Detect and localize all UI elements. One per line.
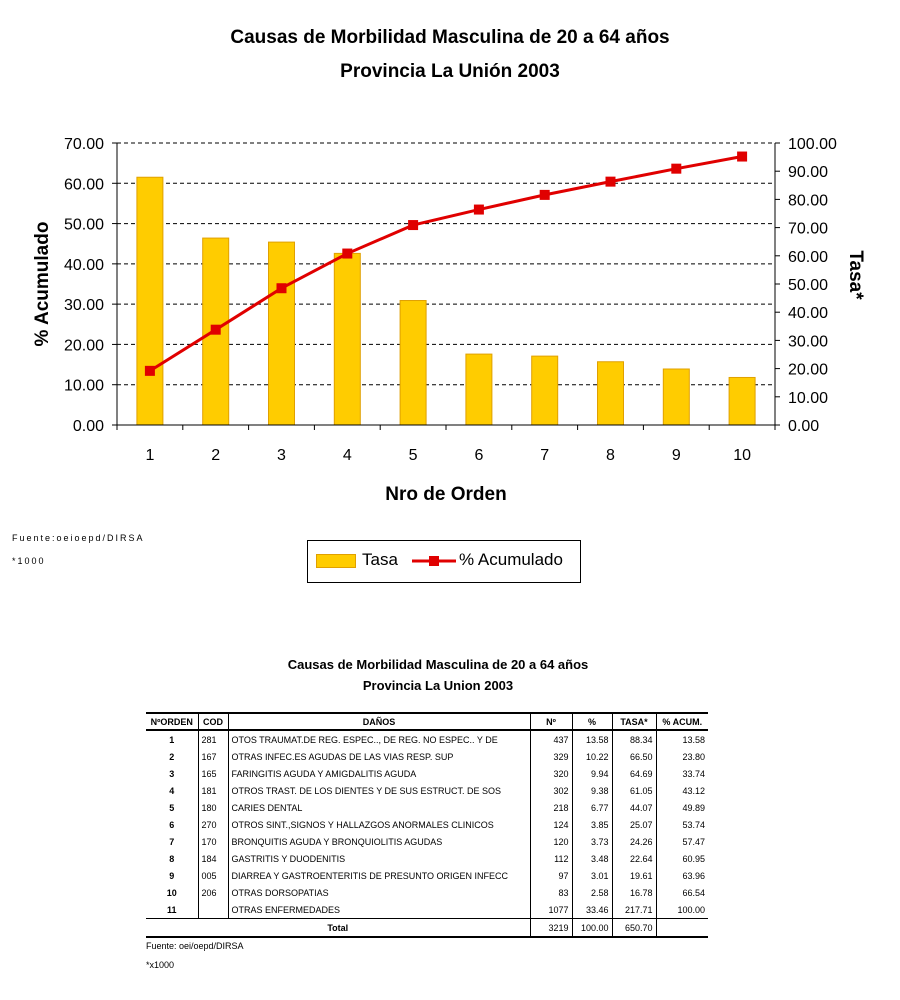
cell-porcentaje: 9.38: [572, 782, 612, 799]
cell-numero: 1077: [530, 901, 572, 919]
bar-tasa-6: [466, 354, 492, 425]
total-tasa: 650.70: [612, 919, 656, 938]
cell-numero: 320: [530, 765, 572, 782]
point-acumulado-9: [671, 164, 681, 174]
point-acumulado-5: [408, 220, 418, 230]
cell-porcentaje: 3.48: [572, 850, 612, 867]
header-cod: COD: [198, 713, 228, 730]
header-orden: NºORDEN: [146, 713, 198, 730]
bar-tasa-7: [532, 356, 558, 425]
cell-danos: CARIES DENTAL: [228, 799, 530, 816]
header-tasa: TASA*: [612, 713, 656, 730]
cell-porcentaje: 10.22: [572, 748, 612, 765]
cell-danos: OTROS SINT.,SIGNOS Y HALLAZGOS ANORMALES CLINICOS: [228, 816, 530, 833]
cell-danos: OTRAS DORSOPATIAS: [228, 884, 530, 901]
morbidity-table: [146, 712, 708, 938]
table-scale-note: *x1000: [146, 960, 175, 970]
cell-danos: OTOS TRAUMAT.DE REG. ESPEC.., DE REG. NO ESPEC.. Y DE: [228, 730, 530, 748]
cell-orden: 8: [169, 853, 175, 864]
cell-cod: 170: [198, 833, 228, 850]
right-tick-label: 70.00: [788, 220, 829, 238]
cell-tasa: 24.26: [612, 833, 656, 850]
right-tick-label: 80.00: [788, 192, 829, 210]
table-row: [146, 901, 708, 919]
cell-acumulado: 23.80: [656, 748, 708, 765]
table-row: [146, 850, 708, 867]
cell-acumulado: 13.58: [656, 730, 708, 748]
header-numero: Nº: [530, 713, 572, 730]
x-tick-label: 4: [342, 447, 352, 464]
cell-numero: 218: [530, 799, 572, 816]
cell-tasa: 217.71: [612, 901, 656, 919]
table-row: [146, 884, 708, 901]
right-tick-label: 0.00: [788, 418, 820, 435]
header-porcentaje: %: [572, 713, 612, 730]
cell-danos: BRONQUITIS AGUDA Y BRONQUIOLITIS AGUDAS: [228, 833, 530, 850]
cell-tasa: 44.07: [612, 799, 656, 816]
point-acumulado-6: [474, 205, 484, 215]
x-axis-title: Nro de Orden: [385, 484, 507, 505]
left-tick-label: 20.00: [63, 337, 104, 355]
cell-danos: OTRAS ENFERMEDADES: [228, 901, 530, 919]
total-label: Total: [146, 919, 530, 938]
chart-source-note: Fuente:oeioepd/DIRSA: [12, 533, 145, 543]
bar-tasa-1: [137, 177, 163, 425]
header-acumulado: % ACUM.: [656, 713, 708, 730]
table-row: [146, 816, 708, 833]
cell-orden: 10: [166, 887, 177, 898]
cell-numero: 112: [530, 850, 572, 867]
cell-porcentaje: 13.58: [572, 730, 612, 748]
cell-tasa: 19.61: [612, 867, 656, 884]
left-tick-label: 10.00: [63, 377, 104, 395]
cell-danos: OTRAS INFEC.ES AGUDAS DE LAS VIAS RESP. SUP: [228, 748, 530, 765]
cell-cod: 206: [198, 884, 228, 901]
cell-numero: 302: [530, 782, 572, 799]
cell-orden: 6: [169, 819, 175, 830]
bar-tasa-10: [729, 377, 755, 425]
point-acumulado-1: [145, 366, 155, 376]
point-acumulado-8: [606, 177, 616, 187]
cell-cod: 167: [198, 748, 228, 765]
chart-title-line2: Provincia La Unión 2003: [340, 61, 560, 82]
cell-tasa: 22.64: [612, 850, 656, 867]
x-tick-label: 1: [145, 447, 155, 464]
chart-title-line1: Causas de Morbilidad Masculina de 20 a 64 años: [230, 27, 670, 48]
chart-scale-note: *1000: [12, 556, 46, 566]
cell-porcentaje: 3.85: [572, 816, 612, 833]
legend-swatch-tasa: [316, 554, 356, 568]
point-acumulado-3: [277, 283, 287, 293]
table-row: [146, 765, 708, 782]
right-tick-label: 40.00: [788, 305, 829, 323]
bar-tasa-8: [598, 362, 624, 425]
cell-numero: 124: [530, 816, 572, 833]
header-danos: DAÑOS: [228, 713, 530, 730]
chart-legend: [307, 540, 581, 583]
x-tick-label: 8: [606, 447, 615, 464]
table-row: [146, 748, 708, 765]
x-tick-label: 2: [211, 447, 221, 464]
point-acumulado-10: [737, 152, 747, 162]
cell-orden: 2: [169, 751, 175, 762]
right-axis-title: Tasa*: [845, 250, 866, 300]
left-tick-label: 70.00: [63, 136, 104, 153]
table-source-note: Fuente: oei/oepd/DIRSA: [146, 941, 244, 951]
cell-danos: FARINGITIS AGUDA Y AMIGDALITIS AGUDA: [228, 765, 530, 782]
cell-cod: 270: [198, 816, 228, 833]
cell-cod: 180: [198, 799, 228, 816]
cell-numero: 83: [530, 884, 572, 901]
point-acumulado-7: [540, 190, 550, 200]
legend-label-tasa: Tasa: [362, 550, 398, 569]
cell-porcentaje: 2.58: [572, 884, 612, 901]
table-row: [146, 799, 708, 816]
cell-cod: 165: [198, 765, 228, 782]
cell-acumulado: 57.47: [656, 833, 708, 850]
cell-tasa: 66.50: [612, 748, 656, 765]
cell-tasa: 88.34: [612, 730, 656, 748]
total-acumulado: [656, 919, 708, 938]
bar-tasa-5: [400, 301, 426, 425]
right-tick-label: 50.00: [788, 277, 829, 294]
cell-cod: 281: [198, 730, 228, 748]
cell-orden: 3: [169, 768, 175, 779]
bar-tasa-9: [663, 369, 689, 425]
total-porcentaje: 100.00: [572, 919, 612, 938]
right-tick-label: 90.00: [788, 164, 829, 182]
cell-tasa: 25.07: [612, 816, 656, 833]
cell-porcentaje: 6.77: [572, 799, 612, 816]
total-numero: 3219: [530, 919, 572, 938]
x-tick-label: 5: [408, 447, 418, 464]
table-title-line2: Provincia La Union 2003: [362, 678, 514, 693]
cell-tasa: 61.05: [612, 782, 656, 799]
cell-porcentaje: 3.73: [572, 833, 612, 850]
x-tick-label: 3: [277, 447, 286, 464]
x-tick-label: 10: [733, 447, 751, 464]
cell-danos: DIARREA Y GASTROENTERITIS DE PRESUNTO ORIGEN INFECC: [228, 867, 530, 884]
cell-numero: 437: [530, 730, 572, 748]
cell-orden: 4: [169, 785, 175, 796]
x-tick-label: 6: [474, 447, 484, 464]
table-header-row: [146, 713, 708, 730]
table-row: [146, 867, 708, 884]
cell-acumulado: 63.96: [656, 867, 708, 884]
legend-label-acumulado: % Acumulado: [459, 550, 563, 569]
right-tick-label: 10.00: [788, 389, 829, 407]
cell-danos: OTROS TRAST. DE LOS DIENTES Y DE SUS ESTRUCT. DE SOS: [228, 782, 530, 799]
bar-tasa-4: [334, 253, 360, 425]
table-total-row: [146, 919, 708, 938]
left-tick-label: 40.00: [63, 256, 104, 274]
x-tick-label: 7: [540, 447, 550, 464]
cell-acumulado: 60.95: [656, 850, 708, 867]
cell-orden: 9: [169, 870, 175, 881]
cell-tasa: 16.78: [612, 884, 656, 901]
cell-cod: 181: [198, 782, 228, 799]
cell-danos: GASTRITIS Y DUODENITIS: [228, 850, 530, 867]
cell-numero: 329: [530, 748, 572, 765]
left-tick-label: 60.00: [63, 176, 104, 194]
table-title-line1: Causas de Morbilidad Masculina de 20 a 64 años: [287, 657, 589, 672]
left-axis-title: % Acumulado: [32, 221, 53, 347]
right-tick-label: 30.00: [788, 333, 829, 351]
cell-acumulado: 49.89: [656, 799, 708, 816]
cell-acumulado: 43.12: [656, 782, 708, 799]
cell-orden: 11: [166, 904, 177, 915]
cell-orden: 5: [169, 802, 175, 813]
point-acumulado-4: [342, 249, 352, 259]
point-acumulado-2: [211, 325, 221, 335]
cell-acumulado: 66.54: [656, 884, 708, 901]
cell-acumulado: 33.74: [656, 765, 708, 782]
cell-porcentaje: 9.94: [572, 765, 612, 782]
cell-acumulado: 100.00: [656, 901, 708, 919]
left-tick-label: 0.00: [72, 418, 104, 435]
cell-porcentaje: 33.46: [572, 901, 612, 919]
cell-orden: 7: [169, 836, 175, 847]
cell-tasa: 64.69: [612, 765, 656, 782]
cell-numero: 120: [530, 833, 572, 850]
cell-cod: 005: [198, 867, 228, 884]
cell-porcentaje: 3.01: [572, 867, 612, 884]
table-row: [146, 730, 708, 748]
cell-orden: 1: [169, 734, 175, 745]
legend-line-acumulado: [410, 553, 458, 569]
bar-tasa-3: [269, 242, 295, 425]
table-row: [146, 833, 708, 850]
right-tick-label: 60.00: [788, 248, 829, 266]
right-tick-label: 100.00: [788, 136, 837, 153]
left-tick-label: 30.00: [63, 297, 104, 315]
left-tick-label: 50.00: [63, 216, 104, 234]
table-row: [146, 782, 708, 799]
cell-numero: 97: [530, 867, 572, 884]
cell-cod: [198, 901, 228, 919]
right-tick-label: 20.00: [788, 361, 829, 379]
cell-cod: 184: [198, 850, 228, 867]
x-tick-label: 9: [671, 447, 681, 464]
cell-acumulado: 53.74: [656, 816, 708, 833]
